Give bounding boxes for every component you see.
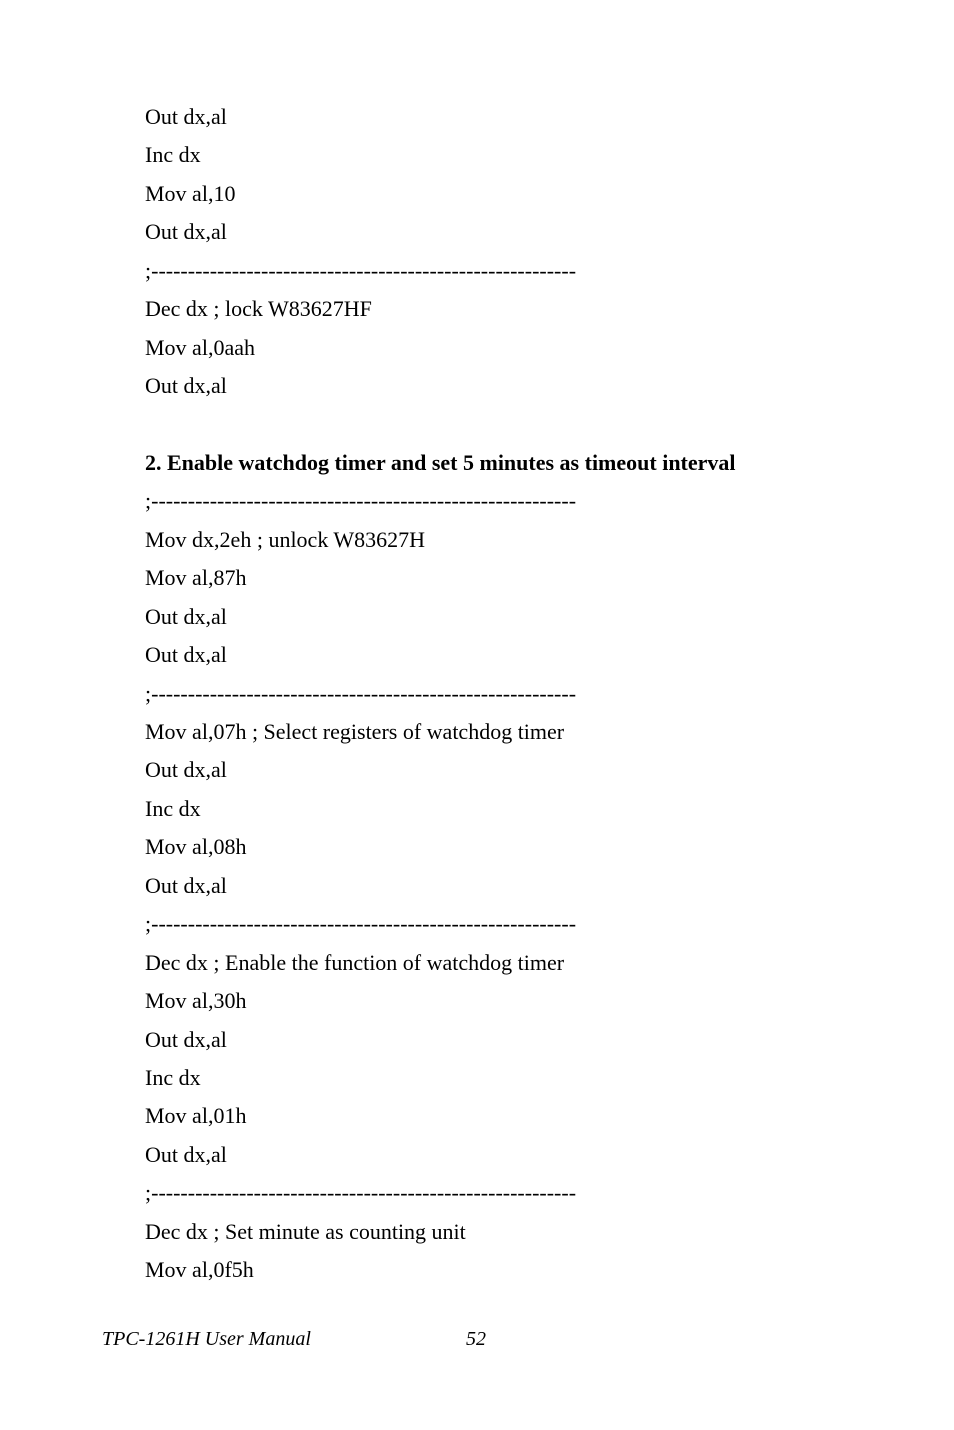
separator-line: ;----------------------------------------------------------: [145, 680, 577, 706]
code-line: Out dx,al: [145, 1141, 227, 1167]
footer-manual-title: TPC-1261H User Manual: [102, 1328, 311, 1350]
code-line: Mov al,0f5h: [145, 1257, 254, 1283]
code-line: Out dx,al: [145, 373, 227, 399]
code-line: Inc dx: [145, 1064, 201, 1090]
code-line: Mov al,01h: [145, 1103, 247, 1129]
code-line: Mov al,10: [145, 180, 236, 206]
code-line: Inc dx: [145, 142, 201, 168]
code-line: Mov al,0aah: [145, 334, 255, 360]
separator-line: ;----------------------------------------------------------: [145, 911, 577, 937]
separator-line: ;----------------------------------------------------------: [145, 1180, 577, 1206]
code-line: Dec dx ; Set minute as counting unit: [145, 1218, 466, 1244]
code-line: Out dx,al: [145, 603, 227, 629]
code-line: Out dx,al: [145, 219, 227, 245]
code-line: Dec dx ; lock W83627HF: [145, 296, 372, 322]
code-line: Out dx,al: [145, 757, 227, 783]
separator-line: ;----------------------------------------------------------: [145, 488, 577, 514]
code-line: Mov al,08h: [145, 834, 247, 860]
code-line: Mov dx,2eh ; unlock W83627H: [145, 526, 426, 552]
code-line: Out dx,al: [145, 104, 227, 129]
code-line: Dec dx ; Enable the function of watchdog timer: [145, 949, 565, 975]
code-line: Out dx,al: [145, 1026, 227, 1052]
section-heading: 2. Enable watchdog timer and set 5 minutes as timeout interval: [145, 449, 736, 475]
blank-line: [145, 406, 865, 444]
code-line: Out dx,al: [145, 642, 227, 668]
separator-line: ;----------------------------------------------------------: [145, 257, 577, 283]
code-line: Mov al,07h ; Select registers of watchdog timer: [145, 719, 565, 744]
footer-page-number: 52: [466, 1328, 486, 1350]
code-line: Mov al,87h: [145, 565, 247, 591]
code-line: Mov al,30h: [145, 988, 247, 1014]
code-line: Out dx,al: [145, 872, 227, 898]
code-line: Inc dx: [145, 795, 201, 821]
document-body: [145, 98, 865, 1290]
